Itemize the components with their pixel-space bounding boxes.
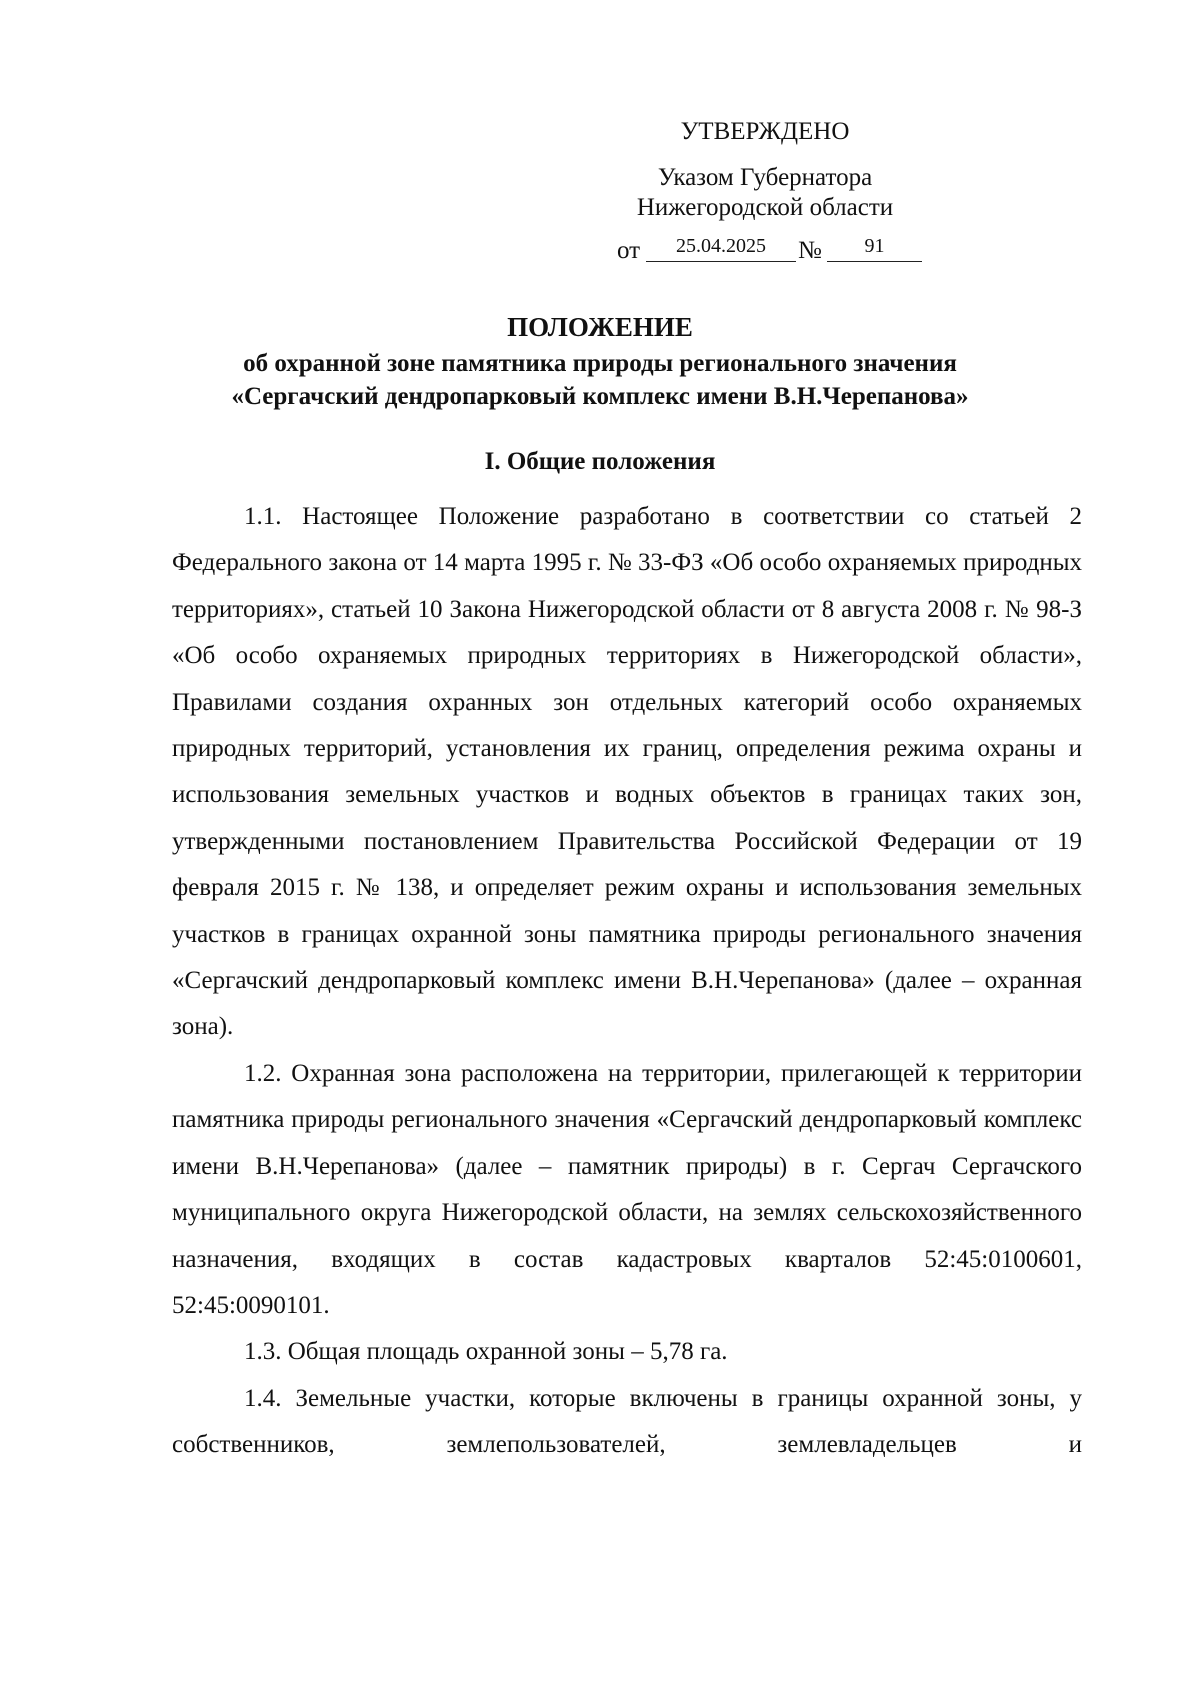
paragraph-1-1: 1.1. Настоящее Положение разработано в соответствии со статьей 2 Федерального закона от 14 марта 1995 г. № 33-ФЗ «Об особо охраняемых природных территориях», статьей 10 Закона Нижегородской области от 8 августа 2008 г. № 98-З «Об особо охраняемых природных территориях в Нижегородской области», Правилами создания охранных зон отдельных категорий особо охраняемых природных территорий, установления их границ, определения режима охраны и использования земельных участков и водных объектов в границах таких зон, утвержденными постановлением Правительства Российской Федерации от 19 февраля 2015 г. № 138, и определяет режим охраны и использования земельных участков в границах охранной зоны памятника природы регионального значения «Сергачский дендропарковый комплекс имени В.Н.Черепанова» (далее – охранная зона).: [172, 503, 1082, 1041]
document-subtitle-2: «Сергачский дендропарковый комплекс имени В.Н.Черепанова»: [231, 383, 969, 410]
document-subtitle-1: об охранной зоне памятника природы регионального значения: [243, 350, 957, 377]
section-heading-block: [120, 448, 1080, 484]
document-body: [172, 494, 1082, 1469]
document-title-block: [120, 312, 1080, 422]
document-title: ПОЛОЖЕНИЕ: [507, 312, 693, 342]
approval-date-row: [617, 233, 947, 265]
paragraph-1-4: 1.4. Земельные участки, которые включены в границы охранной зоны, у собственников, землепользователей, землевладельцев и: [172, 1384, 1082, 1459]
approval-word: УТВЕРЖДЕНО: [680, 118, 850, 145]
section-heading: I. Общие положения: [484, 448, 716, 475]
approval-line-1: Указом Губернатора: [657, 164, 873, 191]
approval-number: 91: [827, 233, 922, 262]
paragraph-1-2: 1.2. Охранная зона расположена на территории, прилегающей к территории памятника природы регионального значения «Сергачский дендропарковый комплекс имени В.Н.Черепанова» (далее – памятник природы) в г. Сергач Сергачского муниципального округа Нижегородской области, на землях сельскохозяйственного назначения, входящих в состав кадастровых кварталов 52:45:0100601, 52:45:0090101.: [172, 1059, 1082, 1319]
approval-line-2: Нижегородской области: [636, 194, 894, 221]
approval-block: [600, 117, 930, 237]
paragraph-1-3: 1.3. Общая площадь охранной зоны – 5,78 га.: [244, 1338, 728, 1366]
approval-date: 25.04.2025: [646, 233, 796, 262]
approval-number-sign: №: [798, 237, 822, 264]
approval-from-label: от: [617, 237, 641, 264]
